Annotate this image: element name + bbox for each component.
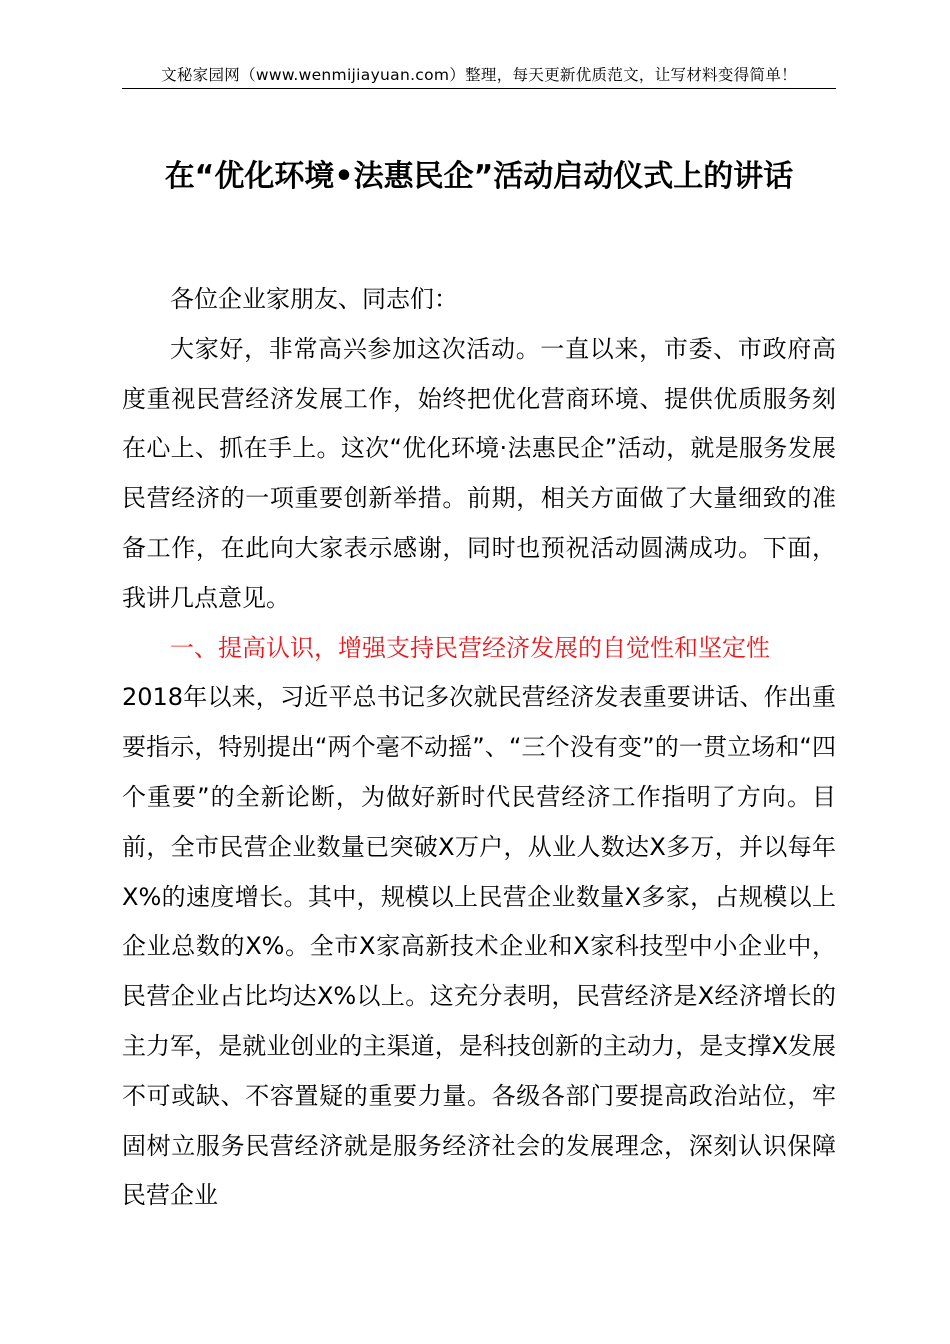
- document-title: 在“优化环境•法惠民企”活动启动仪式上的讲话: [164, 159, 794, 194]
- section-1-heading: 一、提高认识，增强支持民营经济发展的自觉性和坚定性: [170, 633, 770, 662]
- page-header: 文秘家园网（www.wenmijiayuan.com）整理，每天更新优质范文，让写材料变得简单！: [122, 64, 836, 89]
- salutation: 各位企业家朋友、同志们：: [170, 285, 458, 313]
- paragraph-1: 大家好，非常高兴参加这次活动。一直以来，市委、市政府高度重视民营经济发展工作，始终把优化营商环境、提供优质服务刻在心上、抓在手上。这次“优化环境·法惠民企”活动，就是服务发展民营经济的一项重要创新举措。前期，相关方面做了大量细致的准备工作，在此向大家表示感谢，同时也预祝活动圆满成功。下面，我讲几点意见。: [122, 334, 836, 612]
- paragraph-2: 2018年以来，习近平总书记多次就民营经济发表重要讲话、作出重要指示，特别提出“两个毫不动摇”、“三个没有变”的一贯立场和“四个重要”的全新论断，为做好新时代民营经济工作指明了方向。目前，全市民营企业数量已突破X万户，从业人数达X多万，并以每年X%的速度增长。其中，规模以上民营企业数量X多家，占规模以上企业总数的X%。全市X家高新技术企业和X家科技型中小企业中，民营企业占比均达X%以上。这充分表明，民营经济是X经济增长的主力军，是就业创业的主渠道，是科技创新的主动力，是支撑X发展不可或缺、不容置疑的重要力量。各级各部门要提高政治站位，牢固树立服务民营经济就是服务经济社会的发展理念，深刻认识保障民营企业: [122, 683, 836, 1210]
- document-body: [122, 275, 836, 1221]
